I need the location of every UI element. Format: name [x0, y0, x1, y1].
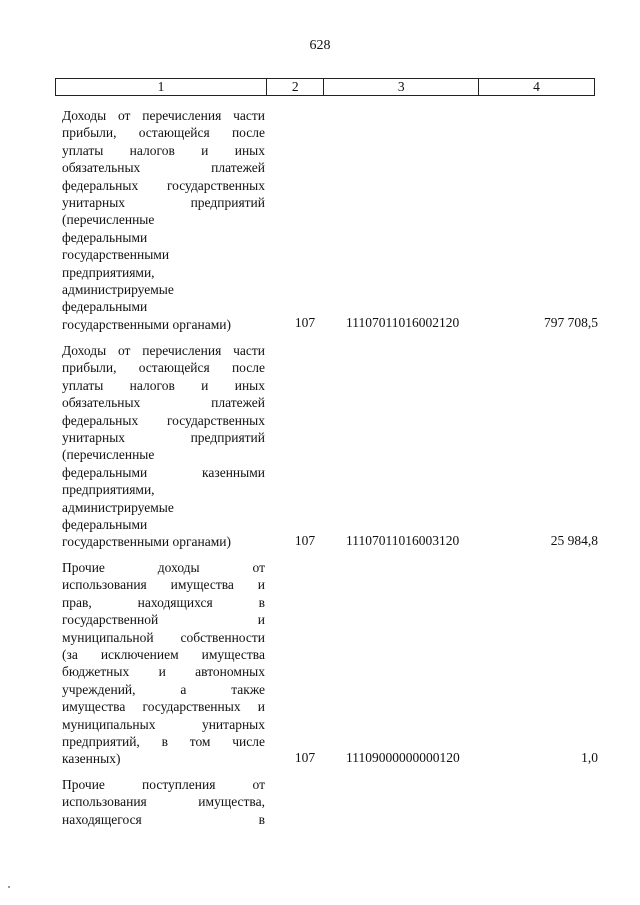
description-line: предприятий, в том числе	[62, 734, 265, 750]
description-line: (перечисленные	[62, 212, 155, 228]
description-line: прав, находящихся в	[62, 594, 265, 610]
description-line: муниципальной собственности	[62, 629, 265, 645]
description-line: (за исключением имущества	[62, 647, 265, 663]
description-line: государственными органами)	[62, 316, 231, 332]
description-line: федеральных государственных	[62, 412, 265, 428]
description-line: (перечисленные	[62, 447, 155, 463]
column-header-table	[55, 78, 595, 96]
description-line: Доходы от перечисления части	[62, 108, 265, 123]
description-line: прибыли, остающейся после	[62, 125, 265, 141]
row-description	[62, 559, 265, 768]
description-line: имущества государственных и	[62, 699, 265, 715]
row-description	[62, 776, 265, 828]
description-line: Прочие доходы от	[62, 560, 265, 575]
description-line: использования имущества,	[62, 794, 265, 810]
description-line: учреждений, а также	[62, 681, 265, 697]
row-description	[62, 342, 265, 551]
description-line: государственной и	[62, 612, 265, 628]
column-header-row	[56, 79, 595, 96]
column-header-1: 1	[56, 79, 267, 96]
description-line: уплаты налогов и иных	[62, 142, 265, 158]
description-line: администрируемые	[62, 499, 174, 515]
description-line: предприятиями,	[62, 264, 155, 280]
row-code: 107	[294, 750, 316, 765]
description-line: предприятиями,	[62, 482, 155, 498]
description-line: прибыли, остающейся после	[62, 360, 265, 376]
row-kbk: 11109000000000120	[346, 750, 460, 765]
row-code: 107	[294, 533, 316, 548]
description-line: унитарных предприятий	[62, 430, 265, 446]
row-kbk: 11107011016003120	[346, 533, 460, 548]
page-number: 628	[309, 38, 331, 53]
description-line: администрируемые	[62, 282, 174, 298]
description-line: государственными	[62, 247, 170, 263]
description-line: обязательных платежей	[62, 160, 265, 176]
column-header-4: 4	[479, 79, 595, 96]
description-line: муниципальных унитарных	[62, 716, 265, 732]
description-line: федеральными казенными	[62, 464, 265, 480]
row-description	[62, 107, 265, 333]
row-code: 107	[294, 315, 316, 330]
description-line: федеральными	[62, 299, 148, 315]
description-line: уплаты налогов и иных	[62, 377, 265, 393]
description-line: Прочие поступления от	[62, 777, 265, 792]
description-line: бюджетных и автономных	[62, 664, 265, 680]
description-line: федеральных государственных	[62, 177, 265, 193]
description-line: казенных)	[62, 751, 121, 767]
scan-speck	[8, 886, 10, 888]
row-sum: 1,0	[581, 750, 598, 765]
row-sum: 797 708,5	[544, 315, 598, 330]
column-header-3: 3	[324, 79, 479, 96]
description-line: унитарных предприятий	[62, 195, 265, 211]
description-line: использования имущества и	[62, 577, 265, 593]
column-header-2: 2	[266, 79, 324, 96]
description-line: обязательных платежей	[62, 395, 265, 411]
description-line: федеральными	[62, 229, 148, 245]
row-kbk: 11107011016002120	[346, 315, 460, 330]
description-line: Доходы от перечисления части	[62, 343, 265, 358]
row-sum: 25 984,8	[550, 533, 598, 548]
description-line: государственными органами)	[62, 534, 231, 550]
description-line: федеральными	[62, 517, 148, 533]
description-line: находящегося в	[62, 811, 265, 827]
